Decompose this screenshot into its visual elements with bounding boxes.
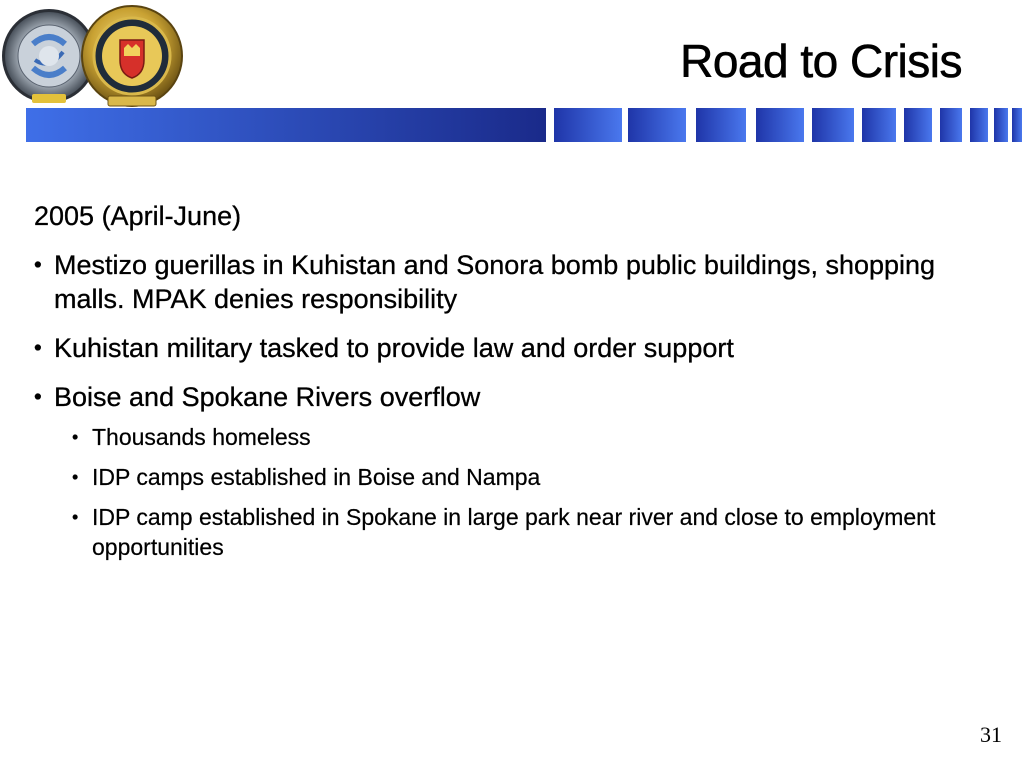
sub-bullet-list: [54, 422, 994, 562]
header-logos: [0, 0, 200, 120]
sub-bullet-text: Thousands homeless: [92, 424, 311, 450]
bullet-item: [34, 331, 994, 365]
singapore-armed-forces-crest-icon: [78, 0, 188, 118]
sub-bullet-item: [72, 502, 994, 562]
bullet-text: Mestizo guerillas in Kuhistan and Sonora bomb public buildings, shopping malls. MPAK denies responsibility: [54, 250, 936, 314]
bullet-item: [34, 380, 994, 562]
bullet-icon: •: [34, 252, 42, 277]
sub-bullet-item: [72, 422, 994, 452]
bullet-text: Boise and Spokane Rivers overflow: [54, 382, 481, 412]
bullet-list: [34, 248, 994, 562]
bullet-text: Kuhistan military tasked to provide law and order support: [54, 333, 734, 363]
header-decorative-band: [26, 108, 1024, 142]
bullet-item: [34, 248, 994, 316]
date-range-heading: 2005 (April-June): [34, 201, 242, 231]
sub-bullet-text: IDP camp established in Spokane in large park near river and close to employment opportunities: [92, 504, 936, 560]
bullet-icon: •: [72, 427, 79, 447]
bullet-icon: •: [34, 384, 42, 409]
bullet-icon: •: [72, 507, 79, 527]
page-number: 31: [980, 722, 1002, 747]
slide-body: [34, 198, 994, 577]
bullet-icon: •: [72, 467, 79, 487]
sub-bullet-text: IDP camps established in Boise and Nampa: [92, 464, 541, 490]
sub-bullet-item: [72, 462, 994, 492]
bullet-icon: •: [34, 335, 42, 360]
slide-title: Road to Crisis: [680, 35, 962, 87]
